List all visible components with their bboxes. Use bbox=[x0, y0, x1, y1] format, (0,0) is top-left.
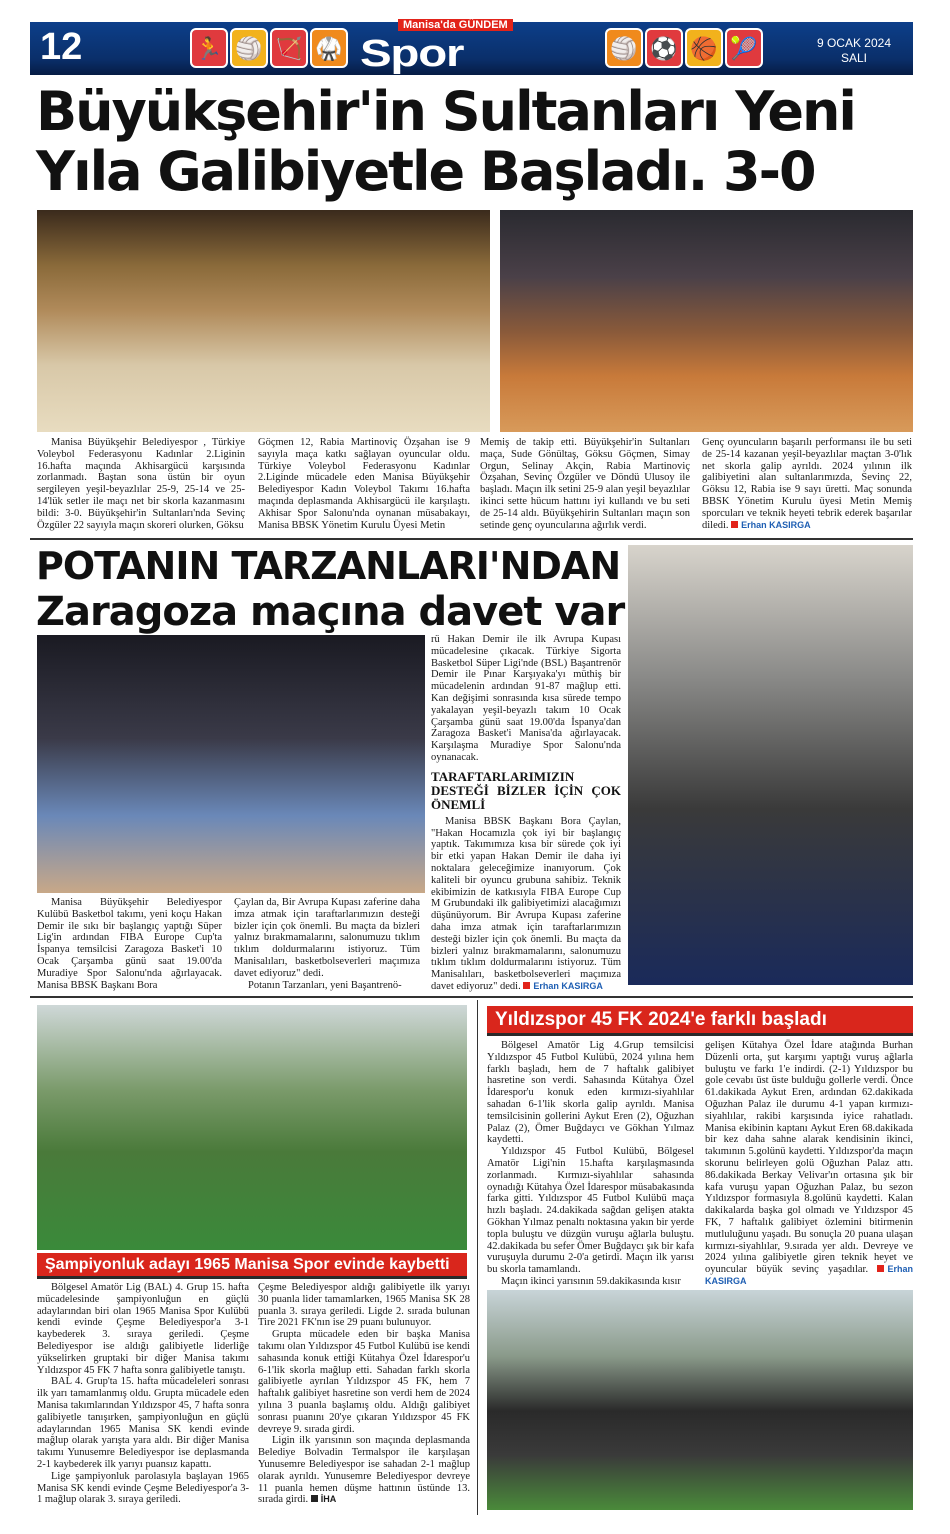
volleyball-icon: 🏐 bbox=[230, 28, 268, 68]
volleyball-match-photo bbox=[500, 210, 913, 432]
archery-icon: 🏹 bbox=[270, 28, 308, 68]
article-column bbox=[37, 437, 245, 531]
paragraph: Bölgesel Amatör Lig 4.Grup temsilcisi Yıldızspor 45 Futbol Kulübü, 2024 yılına hem farklı başladı, hem de 7 haftalık galibiyet hasretine son verdi. Sahasında Kütahya Özel İdarespor'u konuk eden kırmızı-siyahlılar sahadan 6-1'lik skorla galip ayrıldı. Manisa temsilcisinin gollerini Aykut Eren (2), Oğuzhan Palaz (2), Ömer Buğdaycı ve Gökhan Yılmaz kaydetti. bbox=[487, 1040, 694, 1146]
headline bbox=[36, 543, 624, 635]
headline-line: Yıla Galibiyetle Başladı. 3-0 bbox=[36, 140, 815, 203]
paragraph: Maçın ikinci yarısının 59.dakikasında kısır bbox=[501, 1275, 681, 1287]
article-column bbox=[705, 1040, 913, 1288]
headline: Yıldızspor 45 FK 2024'e farklı başladı bbox=[487, 1006, 913, 1036]
day-text: SALI bbox=[840, 51, 867, 65]
paragraph: Bölgesel Amatör Lig (BAL) 4. Grup 15. hafta mücadelesinde şampiyonluğun en güçlü adaylarından biri olan 1965 Manisa Spor Kulübü kendi evinde Çeşme Belediyespor'a 3-1 kaybederek 3. sıraya geriledi. Çeşme Belediyespor ise aldığı galibiyetle liderliğe yükselirken gruptaki bir diğer Manisa takımı Yıldızspor 45 FK 7 hafta sonra galibiyetle tanıştı. bbox=[37, 1282, 249, 1376]
paragraph: Çaylan da, Bir Avrupa Kupası zaferine daha imza atmak için taraftarlarımızın desteği bizler için çok önemli. Bu maçta da bizleri yalnız bırakmamalarını, salonumuzu tıklım tıklım doldurmalarını istiyoruz. Tüm Manisalıları, basketbolseverleri maçımıza davet ediyoruz" dedi. bbox=[234, 897, 420, 979]
article-column bbox=[258, 1282, 470, 1506]
byline: Erhan KASIRGA bbox=[533, 980, 603, 991]
byline: İHA bbox=[320, 1494, 337, 1505]
tennis-icon: 🎾 bbox=[725, 28, 763, 68]
volleyball-team-photo bbox=[37, 210, 490, 432]
volleyball-spike-icon: 🏐 bbox=[605, 28, 643, 68]
divider bbox=[30, 538, 913, 540]
paragraph: Ligin ilk yarısının son maçında deplasmanda Belediye Bolvadin Termalspor ile karşılaşan Yunusemre Belediyespor ise sahadan 2-1 mağlup olarak ayrıldı. Yunusemre Belediyespor devreye 11 puanla hemen düşme hattının üstünde 13. sırada girdi. bbox=[258, 1435, 470, 1506]
issue-date bbox=[817, 36, 891, 66]
byline: Erhan KASIRGA bbox=[741, 519, 811, 530]
paragraph: Potanın Tarzanları, yeni Başantrenö- bbox=[248, 979, 402, 991]
paragraph: Yıldızspor 45 Futbol Kulübü, Bölgesel Amatör Ligi'nin 15.hafta karşılaşmasında zorlanmadı. Kırmızı-siyahlılar sahasında oynadığı Kütahya Özel İdarespor müsabakasında farka gitti. Yıldızspor 45 Futbol Kulübü maça hızlı başladı. 24.dakikada sağdan gelişen atakta Gökhan Yılmaz penaltı noktasına yakın bir yerde topla buluştu ve düzgün vuruşu ağlarla buluştu. 42.dakikada bu sefer Ömer Buğdaycı şık bir kafa vuruşuyla durumu 2-0'a getirdi. Maçın ilk yarısı bu skorla tamamlandı. bbox=[487, 1146, 694, 1276]
paragraph: Manisa Büyükşehir Belediyespor Kulübü Basketbol takımı, yeni koçu Hakan Demir ile sıkı bir başlangıç yaptığı Süper Lig'in ardından FIBA Europe Cup'ta İspanya temsilcisi Zaragoza Basket'i 10 Ocak Çarşamba günü saat 19.00'da Muradiye Spor Salonu'nda ağırlayacak. Manisa BBSK Başkanı Bora bbox=[37, 897, 222, 991]
article-column bbox=[234, 897, 420, 991]
paragraph: Memiş de takip etti. Büyükşehir'in Sultanları maça, Sude Gönültaş, Göksu Göçmen, Simay Orgun, Selinay Akçin, Rabia Martinoviç Özşahan, Sevinç Özgüler ve Döndü Ulusoy ile başladı. Maçın ilk setini 25-9 alan yeşil beyazlılar ikinci sette hücum hattını iyi kullandı ve bu seti de 25-14 aldı. Büyükşehirin Sultanları maçın son setinde genç oyuncularına ağırlık verdi. bbox=[480, 437, 690, 531]
article-column bbox=[702, 437, 912, 531]
headline-line: Zaragoza maçına davet var bbox=[36, 589, 625, 635]
football-match-photo bbox=[37, 1005, 467, 1250]
byline-marker bbox=[523, 982, 530, 989]
article-column bbox=[487, 1040, 694, 1288]
football-team-photo bbox=[487, 1290, 913, 1510]
section-logo: Spor bbox=[360, 33, 464, 75]
article-column bbox=[480, 437, 690, 531]
basketball-players-photo bbox=[37, 635, 425, 893]
byline-marker bbox=[877, 1265, 884, 1272]
page-number: 12 bbox=[40, 26, 83, 68]
page-header bbox=[30, 19, 913, 75]
paragraph: Lige şampiyonluk parolasıyla başlayan 1965 Manisa SK kendi evinde Çeşme Belediyespor'a 3-1 mağlup olarak 3. sıraya geriledi. bbox=[37, 1470, 249, 1506]
paragraph: Manisa BBSK Başkanı Bora Çaylan, "Hakan Hocamızla çok iyi bir başlangıç yaptık. Takımımıza kısa bir sürede çok iyi bir etki yapan Hakan Demir ile daha iyi noktalara geleceğimize inanıyorum. Çok kaliteli bir oyuncu grubuna sahibiz. Teknik ekibimizin de katkısıyla FIBA Europe Cup M Grubundaki ilk galibiyetimizi alacağımızı düşünüyorum. Bir Avrupa Kupası zaferine daha imza atmak için taraftarlarımızın desteği bizler için çok önemli. Bu maçta da bizleri yalnız bırakmamalarını, salonumuzu tıklım tıklım doldurmalarını istiyoruz. Tüm Manisalıları, basketbolseverleri maçımıza davet ediyoruz" dedi. bbox=[431, 815, 621, 992]
paragraph: BAL 4. Grup'ta 15. hafta mücadeleleri sonrası ilk yarı tamamlanmış oldu. Grupta mücadele eden Manisa takımlarından Yıldızspor 45, 7 hafta sonra galibiyetle tanışırken, şampiyonluğun en güçlü adaylarından 1965 Manisa SK kendi evinde mağlup olarak yarışta yara aldı. Bir diğer Manisa takımı Yunusemre Belediyespor ise deplasmanda 2-1 kaybederek ilk yarıyı puansız kapattı. bbox=[37, 1376, 249, 1470]
paragraph: Genç oyuncuların başarılı performansı ile bu seti de 25-14 kazanan yeşil-beyazlılar maçtan 3-0'lık net skorla galip ayrıldı. 2024 yılının ilk galibiyetini alan sultanlarımızda, Sevinç 22, Göksu 12, Rabia ise 9 sayı üretti. Maç sonunda BBSK Yönetim Kurulu üyesi Metin Memiş sporcuları ve teknik heyeti tebrik ederek başarılar diledi. bbox=[702, 437, 912, 531]
paragraph: Çeşme Belediyespor aldığı galibiyetle ilk yarıyı 30 puanla lider tamamlarken, 1965 Manisa SK 28 puanla 3. sıraya geriledi. Ligde 2. sırada bulunan Tire 2021 FK'nın ise 29 puanı bulunuyor. bbox=[258, 1282, 470, 1329]
headline-line: Büyükşehir'in Sultanları Yeni bbox=[36, 80, 855, 143]
article-column bbox=[37, 897, 222, 991]
date-text: 9 OCAK 2024 bbox=[816, 36, 891, 50]
divider bbox=[477, 1000, 478, 1515]
paragraph: Manisa Büyükşehir Belediyespor , Türkiye Voleybol Federasyonu Kadınlar 2.Liginin 16.hafta maçında Akhisargücü karşısında zorlanmadı. Baştan sona üstün bir oyun sergileyen yeşil-beyazlılar 25-9, 25-14 ve 25-14'lük setler ile maçı net bir skorla kazanmasını bildi: 3-0. Büyükşehir'in Sultanları'nda Sevinç Özgüler 22 sayıyla maçın skoreri olurken, Göksu bbox=[37, 437, 245, 531]
divider bbox=[30, 996, 913, 998]
section-tag: Manisa'da GÜNDEM bbox=[398, 19, 513, 31]
subheading: TARAFTARLARIMIZIN DESTEĞİ BİZLER İÇİN ÇOK ÖNEMLİ bbox=[431, 768, 621, 812]
byline-marker bbox=[311, 1495, 318, 1502]
paragraph: gelişen Kütahya Özel İdare atağında Burhan Düzenli orta, şut karşımı yaptığı vuruş ağlarla buluştu ve farkı 1'e indirdi. (2-1) Yıldızspor bu gole cevabı üst üste bulduğu gollerle verdi. Önce 61.dakikada Aykut Eren, ardından 62.dakikada Oğuzhan Palaz ile durumu 4-1 yapan kırmızı-siyahlılar, rakibi karşısında iyice rahatladı. Manisa ekibinin kaptanı Aykut Eren 68.dakikada bir kez daha sahne alarak kendisinin ikinci, takımının 5.golünü kaydetti. Yıldızspor'da maçın skorunu belirleyen golü Oğuzhan Palaz attı. 86.dakikada Berkay Velivar'ın ortasına şık bir kafa vuruşu yapan Oğuzhan Palaz, bu sezon Yıldızspor formasıyla 8.golünü kaydetti. Kalan dakikalarda başka gol olmadı ve Yıldızspor 45 FK, 7 haftalık galibiyet özlemini bitirmenin mutluluğunu yaşadı. Bu sonuçla 20 puana ulaşan kırmızı-siyahlılar, 9.sırada yer aldı. Devreye ve 2024 yılına galibiyetle giren teknik heyet ve oyuncular büyük sevinç yaşadılar. bbox=[705, 1040, 913, 1276]
article-column bbox=[37, 1282, 249, 1506]
article-column bbox=[431, 634, 621, 993]
football-icon: ⚽ bbox=[645, 28, 683, 68]
headline-line: POTANIN TARZANLARI'NDAN bbox=[36, 544, 621, 588]
basketball-dunk-photo bbox=[628, 545, 913, 985]
paragraph: rü Hakan Demir ile ilk Avrupa Kupası mücadelesine çıkacak. Türkiye Sigorta Basketbol Süper Ligi'nde (BSL) Başantrenör Demir ile Pınar Karşıyaka'yı müthiş bir mücadelenin ardından 91-87 mağlup etti. Kan değişimi sonrasında kısa sürede tempo yakalayan yeşil-beyazlı takım 10 Ocak Çarşamba günü saat 19.00'da İspanya'dan Zaragoza Basket'i Manisa'da ağırlayacak. Karşılaşma Muradiye Spor Salonu'nda oynanacak. bbox=[431, 634, 621, 763]
karate-icon: 🥋 bbox=[310, 28, 348, 68]
headline bbox=[36, 82, 855, 202]
paragraph: Grupta mücadele eden bir başka Manisa takımı olan Yıldızspor 45 Futbol Kulübü ise kendi sahasında konuk ettiği Kütahya Özel İdarespor'u 6-1'lik skorla mağlup etti. Sahadan farklı skorla galibiyetle ayrılan Yıldızspor 45 FK, hem 7 haftalık galibiyet hasretine son verdi hem de 2024 yılına 3 puanla başlamış oldu. Aldığı galibiyet sonrası puanını 20'ye çıkaran Yıldızspor 45 FK devreye 9. sırada girdi. bbox=[258, 1329, 470, 1435]
byline: Erhan KASIRGA bbox=[705, 1264, 913, 1286]
headline: Şampiyonluk adayı 1965 Manisa Spor evinde kaybetti bbox=[37, 1253, 467, 1279]
basketball-icon: 🏀 bbox=[685, 28, 723, 68]
running-icon: 🏃 bbox=[190, 28, 228, 68]
paragraph: Göçmen 12, Rabia Martinoviç Özşahan ise 9 sayıyla maça katkı sağlayan oyuncular oldu. Türkiye Voleybol Federasyonu Kadınlar 2.Liginde mücadele eden Manisa Büyükşehir Belediyespor Kadın Voleybol Takımı 16.hafta maçında deplasmanda Akhisargücü ile karşılaştı. Akhisar Spor Salonu'nda oynanan müsabakayı, Manisa BBSK Yönetim Kurulu Üyesi Metin bbox=[258, 437, 470, 531]
byline-marker bbox=[731, 521, 738, 528]
article-column bbox=[258, 437, 470, 531]
